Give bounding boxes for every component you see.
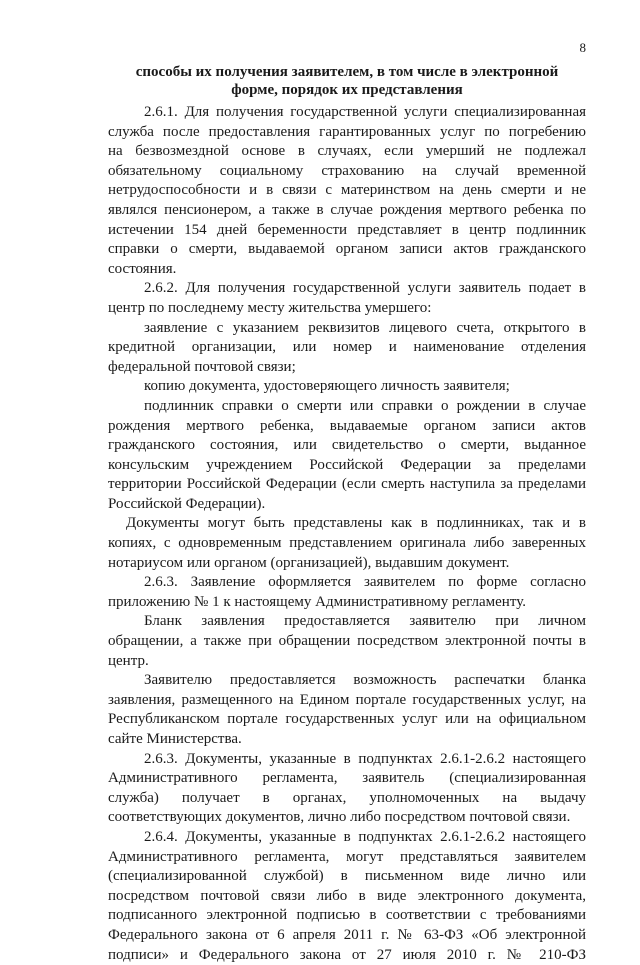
text-line: посредством почтовой связи либо в виде электронного документа,: [108, 887, 586, 904]
text-line: рождения мертвого ребенка, выдаваемые органом записи актов: [108, 417, 586, 434]
document-body: [108, 103, 586, 965]
text-line: копиях, с одновременным представлением оригинала либо заверенных: [108, 535, 586, 552]
text-line: служба после предоставления гарантированных услуг по погребению: [108, 123, 586, 140]
text-line: центр по последнему месту жительства умершего:: [108, 299, 432, 316]
text-line: консульским учреждением Российской Федерации за пределами: [108, 456, 586, 473]
text-line: истечении 154 дней беременности представляет в центр подлинник: [108, 221, 586, 238]
paragraph-p-2-6-3-docs: [108, 750, 586, 828]
text-line: кредитной организации, или номер и наименование отделения: [108, 339, 586, 356]
text-line: являлся пенсионером, а также в случае рождения мертвого ребенка по: [108, 201, 586, 218]
text-line: приложению № 1 к настоящему Административному регламенту.: [108, 593, 526, 610]
heading-line: способы их получения заявителем, в том числе в электронной: [135, 64, 559, 80]
text-line: Документы могут быть представлены как в подлинниках, так и в: [126, 515, 586, 532]
text-line: нотариусом или органом (организацией), выдавшим документ.: [108, 554, 510, 571]
text-line: копию документа, удостоверяющего личность заявителя;: [144, 378, 510, 395]
text-line: подписи» и Федерального закона от 27 июля 2010 г. № 210-ФЗ: [108, 946, 586, 963]
heading-line: форме, порядок их представления: [231, 82, 463, 98]
page-number: 8: [579, 40, 586, 55]
paragraph-item-identity: [108, 377, 586, 397]
paragraph-p-2-6-1: [108, 103, 586, 279]
text-line: заявление с указанием реквизитов лицевого счета, открытого в: [144, 319, 586, 336]
text-line: нетрудоспособности и в связи с материнством на день смерти и не: [108, 182, 586, 199]
text-line: заявления, размещенного на Едином портале государственных услуг, на: [108, 691, 586, 708]
text-line: подлинник справки о смерти или справки о рождении в случае: [144, 397, 586, 414]
text-line: (специализированной службой) в письменном виде лично или: [108, 868, 586, 885]
text-line: центр.: [108, 652, 149, 669]
paragraph-item-certificate: [108, 397, 586, 515]
text-line: 2.6.3. Заявление оформляется заявителем по форме согласно: [144, 574, 586, 591]
text-line: служба) получает в органах, уполномоченных на выдачу: [108, 789, 586, 806]
paragraph-item-application: [108, 319, 586, 378]
text-line: соответствующих документов, лично либо посредством почтовой связи.: [108, 809, 571, 826]
text-line: 2.6.1. Для получения государственной услуги специализированная: [144, 104, 586, 120]
text-line: Заявителю предоставляется возможность распечатки бланка: [144, 672, 586, 689]
text-line: на безвозмездной основе в случаях, если умерший не подлежал: [108, 143, 586, 160]
text-line: справки о смерти, выдаваемой органом записи актов гражданского: [108, 241, 586, 258]
paragraph-p-blank: [108, 612, 586, 671]
text-line: подписанного электронной подписью в соответствии с требованиями: [108, 907, 586, 924]
paragraph-p-2-6-2: [108, 279, 586, 318]
paragraph-p-originals: [108, 514, 586, 573]
text-line: Российской Федерации).: [108, 495, 266, 512]
text-line: обращении, а также при обращении посредством электронной почты в: [108, 633, 586, 650]
paragraph-p-2-6-4: [108, 828, 586, 965]
text-line: состояния.: [108, 260, 177, 277]
text-line: Бланк заявления предоставляется заявителю при личном: [144, 613, 586, 630]
text-line: Федерального закона от 6 апреля 2011 г. № 63-ФЗ «Об электронной: [108, 926, 586, 943]
text-line: 2.6.2. Для получения государственной услуги заявитель подает в: [144, 280, 586, 297]
text-line: Республиканском портале государственных услуг или на официальном: [108, 711, 586, 728]
text-line: гражданского состояния, или свидетельство о смерти, выданное: [108, 437, 586, 454]
text-line: обязательному социальному страхованию на случай временной: [108, 162, 586, 179]
text-line: Административного регламента, заявитель (специализированная: [108, 770, 586, 787]
text-line: территории Российской Федерации (если смерть наступила за пределами: [108, 476, 586, 493]
text-line: 2.6.3. Документы, указанные в подпунктах 2.6.1-2.6.2 настоящего: [144, 750, 586, 767]
text-line: 2.6.4. Документы, указанные в подпунктах 2.6.1-2.6.2 настоящего: [144, 828, 586, 845]
section-heading: [108, 63, 586, 99]
paragraph-p-print: [108, 671, 586, 749]
paragraph-p-2-6-3-form: [108, 573, 586, 612]
text-line: Административного регламента, могут представляться заявителем: [108, 848, 586, 865]
text-line: сайте Министерства.: [108, 731, 242, 747]
text-line: федеральной почтовой связи;: [108, 358, 296, 375]
